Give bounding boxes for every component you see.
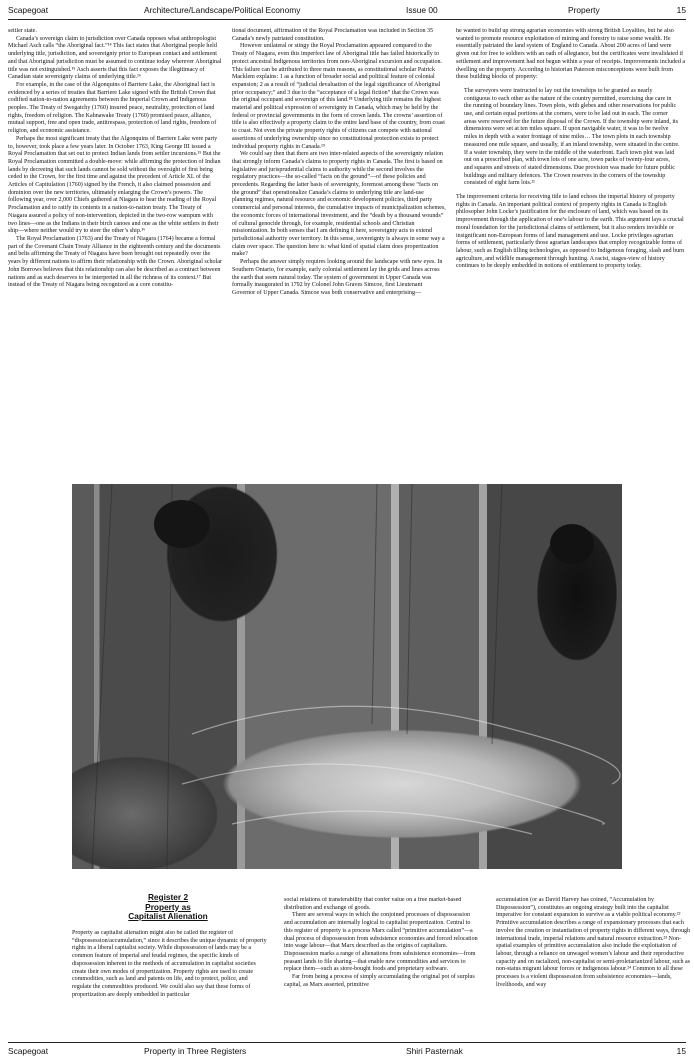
paragraph: Property as capitalist alienation might also be called the register of “dispossession/accumulation,” since it describes the unique dynamic of property rights in a liberal capitalist society. While dispossession of lands may be a common feature of imperial and feudal regimes, the specific kinds of dispossession inherent to the methods of accumulation in capitalist societies create their own modes of propertization. Property rights are used to create commodities, such as land and patents on life, and to protect, police, and regulate the commodities produced. We could also say that these forms of propertization are deeply embedded in particular [72, 930, 267, 998]
paragraph: accumulation (or as David Harvey has coined, “Accumulation by Dispossession”), constitutes an ongoing strategy built into the capitalist imperative for constant expansion to survive as a viable political economy.²² Primitive accumulation describes a range of expansionary processes that each involve the creation or instantiation of property rights in different ways, through international trade, imperial relations and natural resource extraction.²³ Non-spatial examples of primitive accumulation also include the exploitation of labour, through a reliance on unwaged women’s labour and their reproductive capacity and on racialized, non-capitalist or semi-proletarianized labour, such as non-status migrant labour forces or indigenous labour.²⁴ Common to all these processes is a violent dispossession from subsistence economies—lands, livelihoods, and way [496, 897, 691, 988]
paragraph: social relations of transferability that confer value on a free market-based distribution and exchange of goods. [284, 897, 462, 911]
top-column-2 [232, 28, 446, 476]
bottom-column-3 [496, 897, 692, 1040]
section-heading-line: Capitalist Alienation [128, 911, 208, 922]
paragraph: However unilateral or stingy the Royal Proclamation appeared compared to the Treaty of Niagara, even this imperfect law of Aboriginal title has failed historically to protect ancestral Indigenous territories from non-Aboriginal excursion and occupation. This failure can be attributed to three main reasons, as constitutional scholar Patrick Macklem explains: 1 as a function of broader social and political feature of colonial expansion; 2 as a result of “judicial devaluation of the legal significance of Aboriginal prior occupancy;” and 3 due to the “acceptance of a legal fiction” that the Crown was the original occupant and sovereign of this land.¹⁸ Underlying title remains the highest material and political expression of sovereignty in Canada, which may be held by the federal or provincial governments in the form of crown lands. The crowns’ assertion of title is also effectively a property claim to the entire land base of the country, from coast to coast. Not even the private property rights of citizens can compete with national assertions of underlying ownership since no constitutional protection exists to protect individual property rights in Canada.¹⁹ [232, 43, 445, 150]
paragraph: Perhaps the most significant treaty that the Algonquins of Barriere Lake were party to, however, took place a few years later. In October 1763, King George III issued a Royal Proclamation that set out to protect Indian lands from settler incursions.¹⁵ But the Royal Proclamation committed a double-move: while affirming the protection of Indian lands by decreeing that such lands cannot be sold without the oversight of first being ceded to the Crown, for the first time and against the precedent of Article XL of the Articles of Capitulation (1760) signed by the French, it also claimed possession and dominion over the new territories, ultimately enlarging the Crown’s powers. The following year, over 2,000 Chiefs gathered at Niagara to hear the reading of the Royal Proclamation and to ratify its contents in a nation-to-nation treaty. The Treaty of Niagara assured a policy of non-intervention, depicted in the two-row wampum with two lines—one as the Indians in their birch canoes and one as the white settlers in their ship—where neither would try to steer the other’s ship.¹⁶ [8, 135, 221, 235]
page-footer [8, 1046, 686, 1060]
block-quote: The surveyors were instructed to lay out the townships to be granted as nearly contiguous to each other as the nature of the country permitted, exercising due care in the running of boundary lines. Town plots, with glebes and other reservations for public use, and certain equal portions at the corners, were to be laid out in each. The corner areas were reserved for the future disposal of the Crown. If the township were inland, its dimensions were set at ten miles square. If upon navigable water, it was to be twelve miles in depth with a water frontage of nine miles… The town plots in each township measured one mile square, and usually, if an inland township, were situated in the centre. If a water township, they were in the middle of the waterfront. Each town plot was laid out on a prescribed plan, with town lots of one acre, town parks of twenty-four acres, and squares and streets of stated dimensions. Due provision was made for future public buildings and military defences. The Crown reserves in the corners of the township consisted of eight farm lots.²¹ [464, 87, 680, 187]
footer-author: Shiri Pasternak [406, 1046, 463, 1056]
paragraph: The improvement criteria for receiving title to land echoes the imperial history of property rights in Canada. An important political context of property rights in Canada is English philosopher John Locke’s justification for the enclosure of land, which was based on its improvement through the application of one’s labour to the earth. This argument lays a crucial moral foundation for the jurisdictional claims of settlement, but it also renders invisible or insignificant non-European forms of land management and use. Locke privileges agrarian forms of settlement, particularly those agrarian landscapes that employ recognizable forms of labour, such as English tilling technologies, as opposed to Indigenous foraging, slash and burn agriculture, and wildlife management through hunting. A racist, stages-view of history continues to be deeply embedded in notions of entitlement to property today. [456, 194, 685, 270]
header-page-number: 15 [676, 5, 686, 15]
header-rule [8, 19, 686, 20]
paragraph: We could say then that there are two inter-related aspects of the sovereignty relation that strongly inform Canada’s claims to property rights in Canada. The first is based on legislative and jurisprudential claims to authority while the second involves the regulatory practices—the so-called “facts on the ground”—of these policies and precedents. Regarding the latter basis of sovereignty, foremost among these “facts on the ground” that operationalize Canada’s claims to underlying title are land-use planning regimes, natural resource and economic development policies, third party commercial and personal interests, the cumulative impacts of municipalization schemes, the economic forces of international investment, and the “death by a thousand wounds” of cultural genocide through, for example, residential schools and Christian missionization. In both senses that I am defining it here, sovereignty acts to extend jurisdictional authority over territory. In this sense, sovereignty is always in some way a claim over space. The question here is: what kind of spatial claim does propertization make? [232, 151, 446, 258]
footer-page-number: 15 [676, 1046, 686, 1056]
header-theme: Property [568, 5, 600, 15]
paragraph: settler state. [8, 28, 37, 34]
footer-publication: Scapegoat [8, 1046, 49, 1056]
section-heading-line: Property as [145, 901, 191, 912]
footer-rule [8, 1042, 686, 1043]
paragraph: Perhaps the answer simply requires looking around the landscape with new eyes. In Southern Ontario, for example, early colonial settlement lay the grids and lines across the earth that seem natural today. The system of government in Upper Canada was formally inaugurated in 1792 by Colonel John Graves Simcoe, first Lieutenant Governor of Upper Canada. Simcoe was both conservative and enterprising— [232, 259, 443, 296]
paragraph: For example, in the case of the Algonquins of Barriere Lake, the Aboriginal fact is evidenced by a series of treaties that Barriere Lake signed with the British Crown that codified nation-to-nation agreements between the Imperial Crown and Indigenous peoples. The Treaty of Swegatchy (1760) insured peace, neutrality, protection of land rights, freedom of religion. The Kahnawake Treaty (1760) promised peace, alliance, mutual support, free and open trade, antitrespass, protection of land rights, freedom of religion, and economic assistance. [8, 81, 217, 135]
header-section: Architecture/Landscape/Political Economy [144, 5, 301, 15]
paragraph: The Royal Proclamation (1763) and the Treaty of Niagara (1764) became a formal part of the Covenant Chain Treaty Alliance in the eighteenth century and the documents and belts affirming the Treaty of Niagara have been brought out repeatedly over the years by different nations to affirm their relationship with the Crown. Aboriginal scholar John Borrows believes that this relationship can also be described as a contract between nations and as such deserves to be interpreted in all the richness of its context.¹⁷ But instead of the Treaty of Niagara being recognized as a core constitu- [8, 235, 222, 289]
page-header [8, 5, 686, 19]
paragraph: tional document, affirmation of the Royal Proclamation was included in Section 35 Canada’s newly patriated constitution. [232, 28, 434, 42]
section-heading-line: Register 2 [147, 892, 189, 902]
bottom-column-2 [284, 897, 480, 1040]
header-publication: Scapegoat [8, 5, 49, 15]
top-column-1 [8, 28, 222, 476]
header-issue: Issue 00 [406, 5, 438, 15]
paragraph: he wanted to build up strong agrarian economies with strong British Loyalties, but he also wanted to promote resource exploitation of mining and forestry to raise some wealth. He essentially patriated the land system of England to Canada. About 200 acres of land were given out for free to soldiers with an oath of allegiance, but the certificates were invalidated if settlement and improvement had not begun within a year of receipts. Improvements included a dwelling on the property. According to historian Paterson misconceptions were built from these building blocks of property: [456, 28, 686, 81]
footer-article-title: Property in Three Registers [144, 1046, 247, 1056]
photograph-texture [72, 484, 622, 869]
paragraph: Canada’s sovereign claim to jurisdiction over Canada opposes what anthropologist Michael Asch calls “the Aboriginal fact.”¹⁴ This fact states that Aboriginal people held underlying title, jurisdiction, and sovereignty prior to European contact and settlement and that Aboriginal jurisdiction must be assumed to continue today wherever Aboriginal title was not extinguished.¹⁵ Asch asserts that this fact exposes the illegitimacy of Canadian state sovereignty claims of underlying title.¹⁶ [8, 35, 222, 81]
photograph-land-survey [72, 484, 622, 869]
section-heading [108, 893, 228, 922]
top-column-3 [456, 28, 686, 476]
bottom-column-1 [72, 930, 268, 1040]
paragraph: Far from being a process of simply accumulating the original pot of surplus capital, as Marx asserted, primitive [284, 974, 475, 988]
paragraph: There are several ways in which the conjoined processes of dispossession and accumulation are internally logical to capitalist propertization. Central to this register of property is a process Marx called “primitive accumulation”—a dual process of dispossession from subsistence economies and forced relocation into wage labour—that Marx described as the origins of capitalism. Dispossession marks a range of alienations from subsistence economies—from peasant lands to file sharing—that enable new commodities and services to replace them—such as store-bought foods and proprietary software. [284, 912, 478, 973]
